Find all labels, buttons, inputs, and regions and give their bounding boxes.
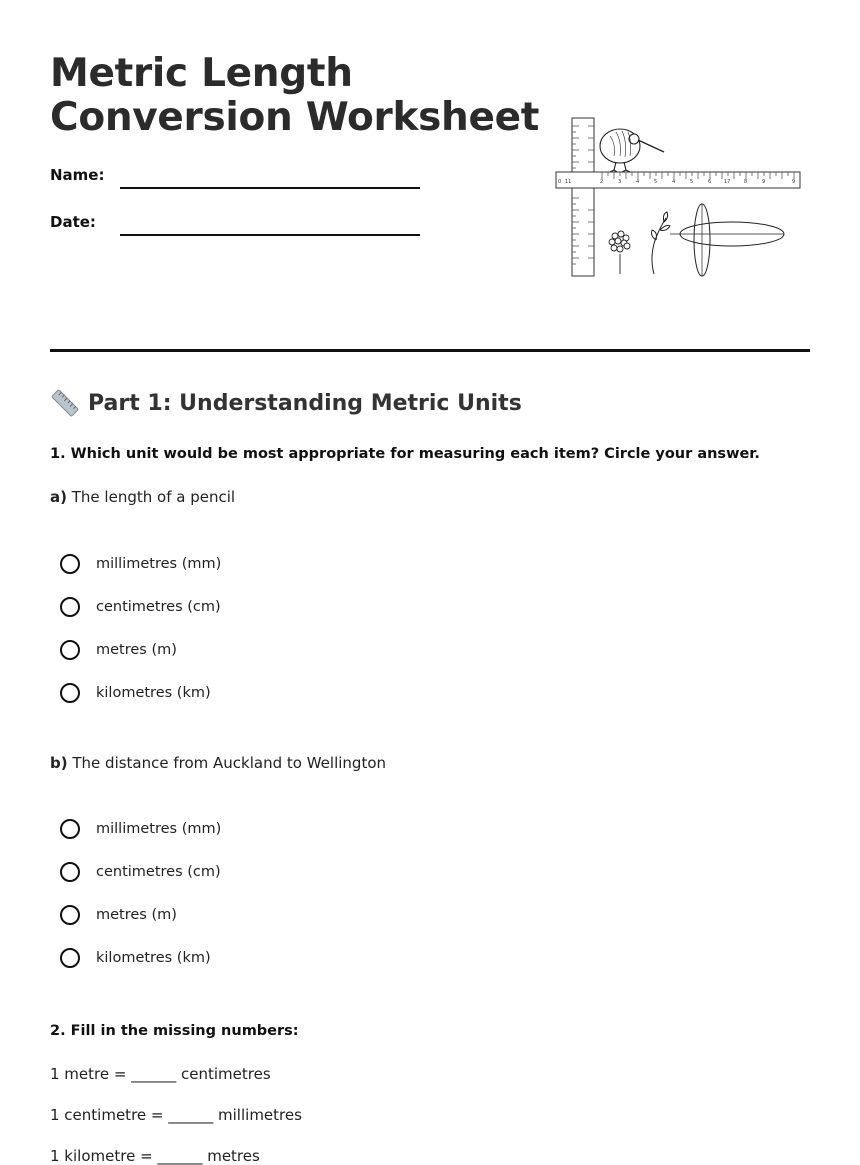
fill-in-blank[interactable]: ______ [157,1147,203,1165]
option-label: metres (m) [96,907,177,923]
rulers-kiwi-illustration [552,112,804,282]
q1a-option-metres[interactable] [60,640,177,660]
section-divider [50,349,810,352]
svg-text:9: 9 [792,179,796,185]
radio-circle-icon[interactable] [60,819,80,839]
option-label: centimetres (cm) [96,864,221,880]
title-line-2: Conversion Worksheet [50,95,540,140]
option-label: millimetres (mm) [96,556,222,572]
q1b-option-centimetres[interactable] [60,862,221,882]
q1a-option-millimetres[interactable] [60,554,221,574]
svg-text:9: 9 [762,179,766,185]
name-field[interactable] [120,187,420,189]
title-line-1: Metric Length [50,51,353,96]
fill-in-blank[interactable]: ______ [131,1065,177,1083]
horizontal-ruler-icon [556,172,800,188]
fill-in-right: metres [207,1147,260,1165]
q1b-option-kilometres[interactable] [60,948,211,968]
question-1a-label: a) [50,488,67,506]
svg-text:8: 8 [744,179,748,185]
svg-text:5: 5 [654,179,658,185]
svg-text:2: 2 [600,179,604,185]
radio-circle-icon[interactable] [60,862,80,882]
part-1-heading-text: Part 1: Understanding Metric Units [88,390,522,416]
fill-in-item [50,1106,302,1124]
date-label: Date: [50,213,96,231]
ellipse-diagram-icon [670,204,784,276]
radio-circle-icon[interactable] [60,948,80,968]
question-1a [50,488,235,506]
plant-sprig-icon [652,212,671,274]
question-1a-text: The length of a pencil [71,488,236,506]
svg-text:3: 3 [618,179,622,185]
q1a-option-centimetres[interactable] [60,597,221,617]
option-label: kilometres (km) [96,685,211,701]
question-1b [50,754,386,772]
question-1-prompt: 1. Which unit would be most appropriate for measuring each item? Circle your answer. [50,446,760,462]
svg-text:4: 4 [672,179,676,185]
ruler-icon [50,388,80,418]
fill-in-blank[interactable]: ______ [168,1106,214,1124]
fill-in-left: 1 metre = [50,1065,127,1083]
name-label: Name: [50,166,105,184]
q1b-option-millimetres[interactable] [60,819,221,839]
radio-circle-icon[interactable] [60,640,80,660]
option-label: kilometres (km) [96,950,211,966]
svg-text:0: 0 [558,179,562,185]
radio-circle-icon[interactable] [60,683,80,703]
option-label: centimetres (cm) [96,599,221,615]
question-2-prompt: 2. Fill in the missing numbers: [50,1023,299,1039]
worksheet-title [50,52,539,140]
svg-text:11: 11 [565,179,572,185]
fill-in-left: 1 centimetre = [50,1106,164,1124]
svg-text:17: 17 [724,179,731,185]
kiwi-bird-icon [600,129,664,172]
svg-text:4: 4 [636,179,640,185]
fill-in-item [50,1147,260,1165]
part-1-heading [50,388,522,418]
svg-text:6: 6 [708,179,712,185]
question-1b-text: The distance from Auckland to Wellington [72,754,387,772]
fill-in-item [50,1065,271,1083]
radio-circle-icon[interactable] [60,554,80,574]
option-label: millimetres (mm) [96,821,222,837]
fill-in-right: millimetres [218,1106,302,1124]
flower-icon [609,231,630,274]
date-field[interactable] [120,234,420,236]
q1b-option-metres[interactable] [60,905,177,925]
fill-in-right: centimetres [181,1065,271,1083]
fill-in-left: 1 kilometre = [50,1147,153,1165]
option-label: metres (m) [96,642,177,658]
radio-circle-icon[interactable] [60,905,80,925]
question-1b-label: b) [50,754,68,772]
radio-circle-icon[interactable] [60,597,80,617]
vertical-ruler-icon [572,118,594,276]
q1a-option-kilometres[interactable] [60,683,211,703]
svg-text:5: 5 [690,179,694,185]
